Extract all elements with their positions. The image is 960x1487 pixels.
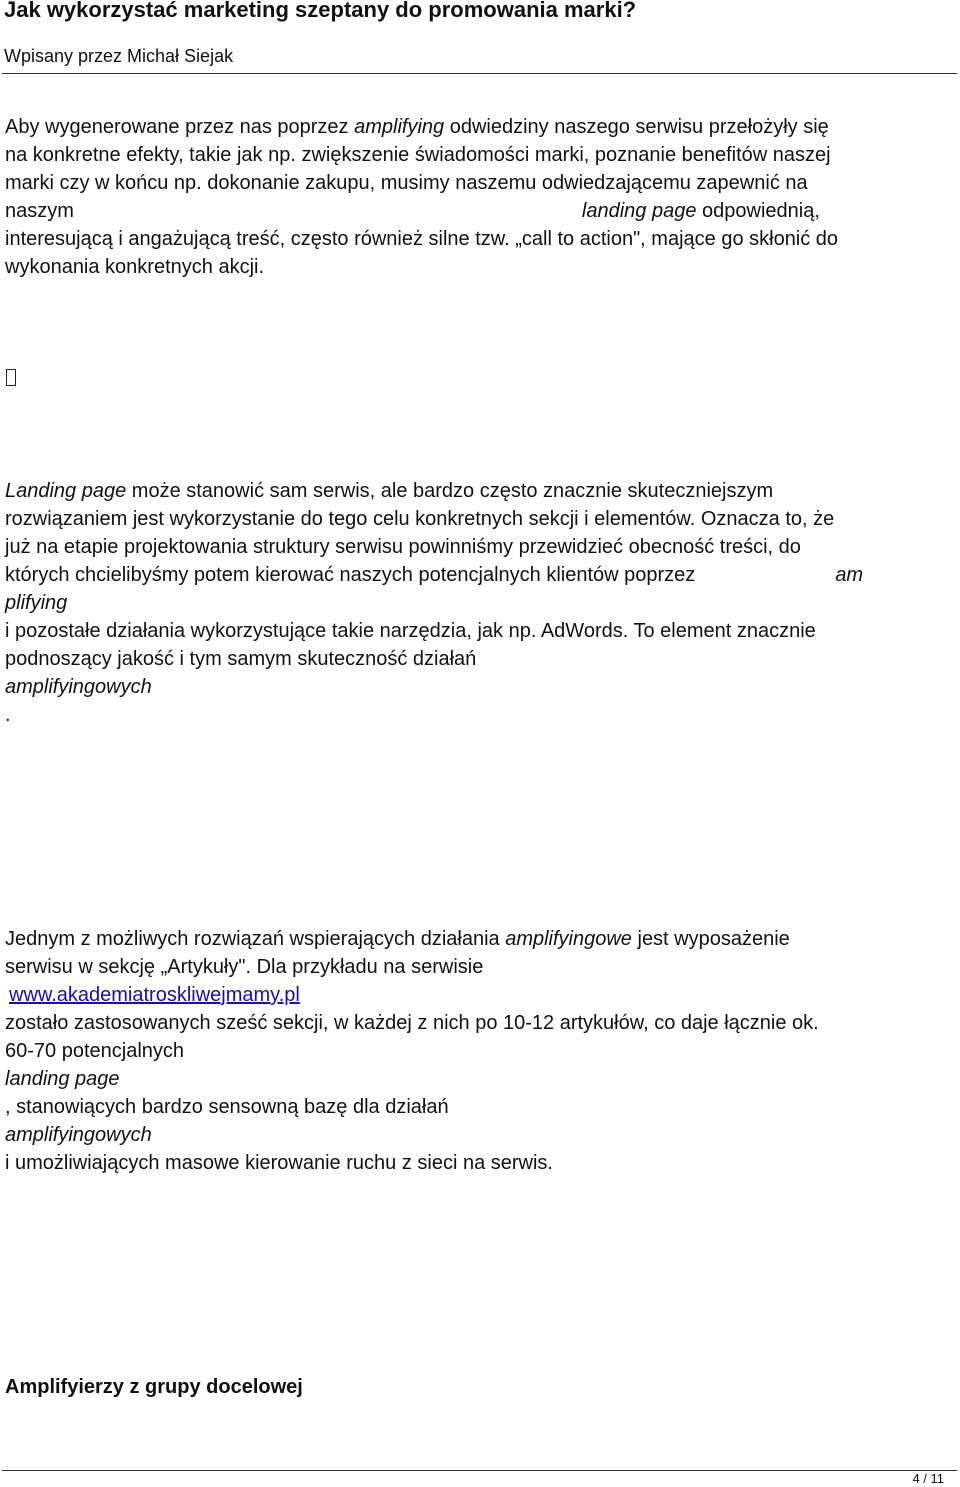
emphasis-term: amplifyingowe bbox=[505, 928, 632, 950]
text-line: interesującą i angażującą treść, często również silne tzw. „call to action", mające go skłonić do bbox=[5, 228, 839, 250]
section-heading: Amplifyierzy z grupy docelowej bbox=[5, 1376, 303, 1398]
text-run: naszym bbox=[5, 200, 74, 222]
page-number: 4 / 11 bbox=[912, 1471, 944, 1486]
text-line: i pozostałe działania wykorzystujące takie narzędzia, jak np. AdWords. To element znacznie bbox=[5, 620, 816, 642]
text-line bbox=[5, 197, 820, 225]
author-byline: Wpisany przez Michał Siejak bbox=[4, 46, 234, 66]
text-line: rozwiązaniem jest wykorzystanie do tego celu konkretnych sekcji i elementów. Oznacza to, że bbox=[5, 508, 835, 530]
text-line: 60-70 potencjalnych bbox=[5, 1040, 185, 1062]
text-line: marki czy w końcu np. dokonanie zakupu, musimy naszemu odwiedzającemu zapewnić na bbox=[5, 172, 808, 194]
website-link[interactable]: www.akademiatroskliwejmamy.pl bbox=[9, 984, 300, 1006]
text-line bbox=[9, 981, 300, 1009]
text-line: , stanowiących bardzo sensowną bazę dla działań bbox=[5, 1096, 449, 1118]
text-line: już na etapie projektowania struktury serwisu powinniśmy przewidzieć obecność treści, do bbox=[5, 536, 801, 558]
text-line: zostało zastosowanych sześć sekcji, w każdej z nich po 10-12 artykułów, co daje łącznie ok. bbox=[5, 1012, 819, 1034]
text-run: Jednym z możliwych rozwiązań wspierających działania bbox=[5, 928, 506, 950]
document-title: Jak wykorzystać marketing szeptany do promowania marki? bbox=[4, 0, 637, 22]
text-line: wykonania konkretnych akcji. bbox=[5, 256, 265, 278]
text-run: których chcielibyśmy potem kierować naszych potencjalnych klientów poprzez bbox=[5, 564, 696, 586]
text-run: odwiedziny naszego serwisu przełożyły się bbox=[444, 116, 829, 138]
footer-divider bbox=[2, 1470, 957, 1471]
emphasis-term: amplifyingowych bbox=[5, 676, 152, 698]
text-run: jest wyposażenie bbox=[631, 928, 790, 950]
emphasis-term: plifying bbox=[5, 592, 68, 614]
text-line: i umożliwiających masowe kierowanie ruchu z sieci na serwis. bbox=[5, 1152, 553, 1174]
text-line bbox=[5, 113, 829, 141]
emphasis-term: landing page bbox=[5, 1068, 120, 1090]
emphasis-term: Landing page bbox=[5, 480, 127, 502]
emphasis-term: am bbox=[835, 564, 864, 586]
emphasis-term: amplifying bbox=[354, 116, 445, 138]
text-run: Aby wygenerowane przez nas poprzez bbox=[5, 116, 355, 138]
text-line: na konkretne efekty, takie jak np. zwiększenie świadomości marki, poznanie benefitów naszej bbox=[5, 144, 831, 166]
text-line bbox=[5, 477, 773, 505]
emphasis-term: landing page bbox=[581, 200, 697, 222]
text-run: może stanowić sam serwis, ale bardzo często znacznie skuteczniejszym bbox=[126, 480, 774, 502]
text-line: . bbox=[5, 704, 11, 726]
missing-image-icon bbox=[6, 369, 16, 386]
text-line bbox=[5, 589, 67, 617]
text-line bbox=[5, 1065, 120, 1093]
text-line: podnoszący jakość i tym samym skuteczność działań bbox=[5, 648, 477, 670]
text-run: odpowiednią, bbox=[696, 200, 820, 222]
text-line: serwisu w sekcję „Artykuły". Dla przykładu na serwisie bbox=[5, 956, 484, 978]
text-line bbox=[5, 561, 863, 589]
text-line bbox=[5, 673, 152, 701]
header-divider bbox=[2, 73, 957, 74]
text-line bbox=[5, 1121, 152, 1149]
emphasis-term: amplifyingowych bbox=[5, 1124, 152, 1146]
text-line bbox=[5, 925, 790, 953]
